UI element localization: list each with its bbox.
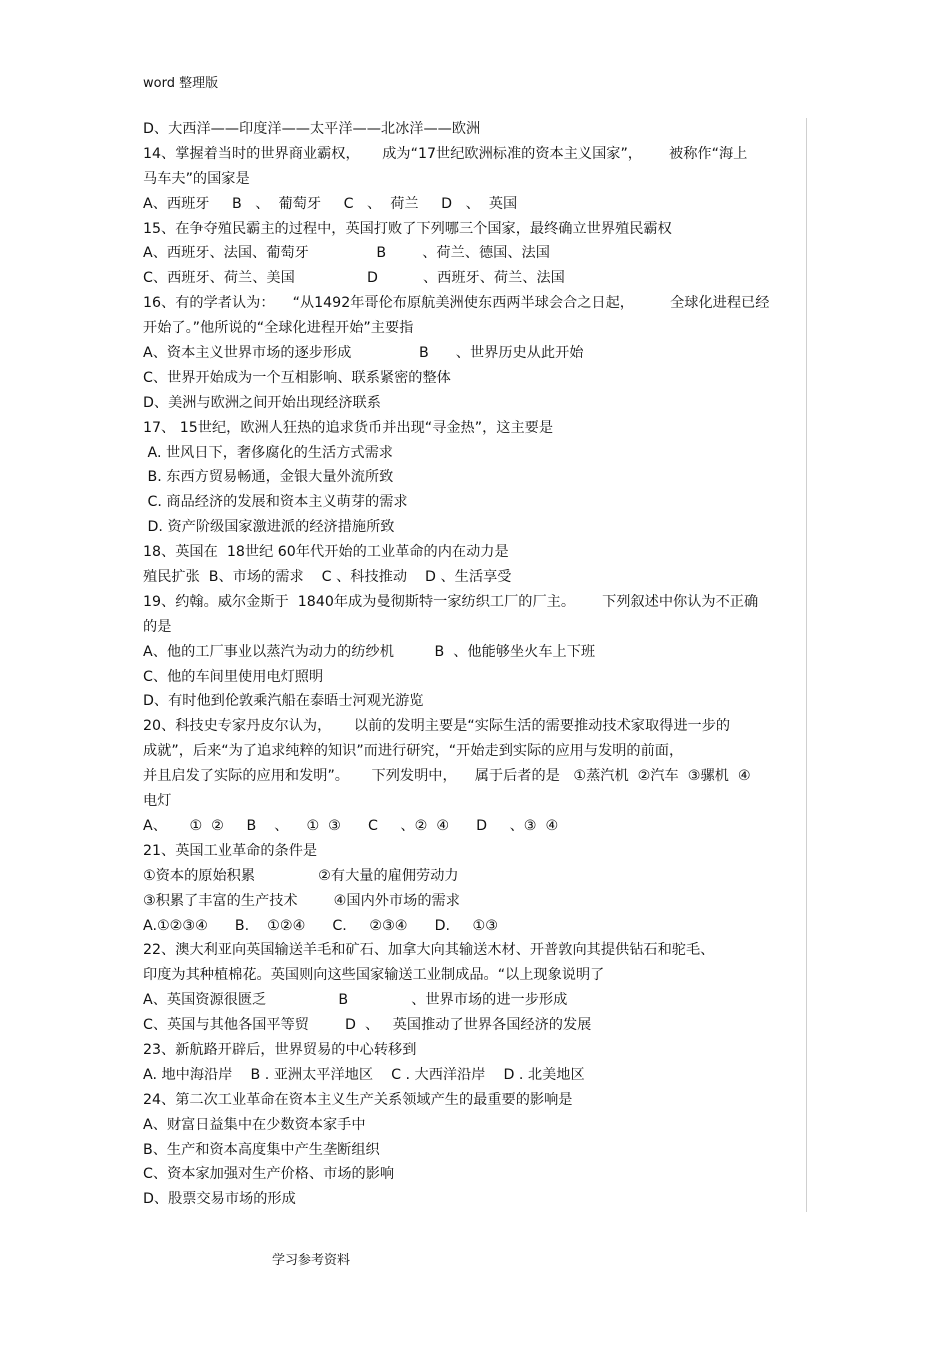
text-line: 15、在争夺殖民霸主的过程中，英国打败了下列哪三个国家，最终确立世界殖民霸权: [143, 220, 672, 237]
text-line: ③积累了丰富的生产技术 ④国内外市场的需求: [143, 892, 460, 909]
text-line: C、西班牙、荷兰、美国 D 、西班牙、荷兰、法国: [143, 270, 565, 287]
text-line: 20、科技史专家丹皮尔认为， 以前的发明主要是“实际生活的需要推动技术家取得进一步的: [143, 718, 731, 735]
page-header: word 整理版: [143, 76, 219, 91]
text-line: A、西班牙 B 、 葡萄牙 C 、 荷兰 D 、 英国: [143, 195, 518, 212]
text-line: C、他的车间里使用电灯照明: [143, 668, 324, 685]
text-line: 24、第二次工业革命在资本主义生产关系领域产生的最重要的影响是: [143, 1091, 573, 1108]
page-footer: 学习参考资料: [272, 1253, 351, 1268]
text-line: 21、英国工业革命的条件是: [143, 842, 318, 859]
text-line: 并且启发了实际的应用和发明”。 下列发明中， 属于后者的是 ①蒸汽机 ②汽车 ③骡机 ④: [143, 768, 751, 785]
text-line: 16、有的学者认为： “从1492年哥伦布原航美洲使东西两半球会合之日起， 全球化进程已经: [143, 295, 770, 312]
text-line: 17、 15世纪，欧洲人狂热的追求货币并出现“寻金热”，这主要是: [143, 419, 554, 436]
text-line: A.①②③④ B. ①②④ C. ②③④ D. ①③: [143, 917, 498, 934]
text-line: A. 世风日下，奢侈腐化的生活方式需求: [143, 444, 393, 461]
text-line: C、世界开始成为一个互相影响、联系紧密的整体: [143, 369, 451, 386]
text-line: 的是: [143, 618, 172, 635]
text-line: 18、英国在 18世纪 60年代开始的工业革命的内在动力是: [143, 544, 509, 561]
text-line: A、财富日益集中在少数资本家手中: [143, 1116, 366, 1133]
text-line: A、资本主义世界市场的逐步形成 B 、世界历史从此开始: [143, 345, 584, 362]
text-line: 成就”，后来“为了追求纯粹的知识”而进行研究，“开始走到实际的应用与发明的前面，: [143, 743, 684, 760]
text-line: D、有时他到伦敦乘汽船在泰晤士河观光游览: [143, 693, 424, 710]
text-line: B、生产和资本高度集中产生垄断组织: [143, 1141, 380, 1158]
text-line: D、大西洋——印度洋——太平洋——北冰洋——欧洲: [143, 121, 481, 137]
text-line: D、美洲与欧洲之间开始出现经济联系: [143, 394, 381, 411]
text-line: 14、掌握着当时的世界商业霸权， 成为“17世纪欧洲标准的资本主义国家”， 被称作“海上: [143, 145, 748, 162]
text-line: C、英国与其他各国平等贸 D 、 英国推动了世界各国经济的发展: [143, 1017, 592, 1034]
text-line: C. 商品经济的发展和资本主义萌芽的需求: [143, 494, 408, 511]
text-line: 19、约翰。威尔金斯于 1840年成为曼彻斯特一家纺织工厂的厂主。 下列叙述中你认为不正确: [143, 593, 759, 610]
text-line: 印度为其种植棉花。英国则向这些国家输送工业制成品。“以上现象说明了: [143, 967, 605, 984]
text-line: D. 资产阶级国家激进派的经济措施所致: [143, 519, 395, 536]
text-line: D、股票交易市场的形成: [143, 1191, 296, 1208]
text-line: 23、新航路开辟后，世界贸易的中心转移到: [143, 1041, 417, 1058]
text-line: A、他的工厂事业以蒸汽为动力的纺纱机 B 、他能够坐火车上下班: [143, 643, 596, 660]
text-line: 22、澳大利亚向英国输送羊毛和矿石、加拿大向其输送木材、开普敦向其提供钻石和驼毛、: [143, 942, 715, 959]
text-line: A. 地中海沿岸 B . 亚洲太平洋地区 C . 大西洋沿岸 D . 北美地区: [143, 1066, 585, 1083]
text-line: 殖民扩张 B、市场的需求 C 、科技推动 D 、生活享受: [143, 569, 512, 586]
text-line: ①资本的原始积累 ②有大量的雇佣劳动力: [143, 867, 459, 884]
text-line: 开始了。”他所说的“全球化进程开始”主要指: [143, 320, 414, 337]
text-line: A、西班牙、法国、葡萄牙 B 、荷兰、德国、法国: [143, 245, 550, 262]
text-line: B. 东西方贸易畅通，金银大量外流所致: [143, 469, 394, 486]
text-line: A、 ① ② B 、 ① ③ C 、② ④ D 、③ ④: [143, 817, 559, 834]
text-line: A、英国资源很匮乏 B 、世界市场的进一步形成: [143, 992, 568, 1009]
text-line: C、资本家加强对生产价格、市场的影响: [143, 1166, 395, 1183]
text-line: 马车夫”的国家是: [143, 170, 250, 187]
question-content: [143, 117, 808, 1212]
text-line: 电灯: [143, 793, 172, 810]
